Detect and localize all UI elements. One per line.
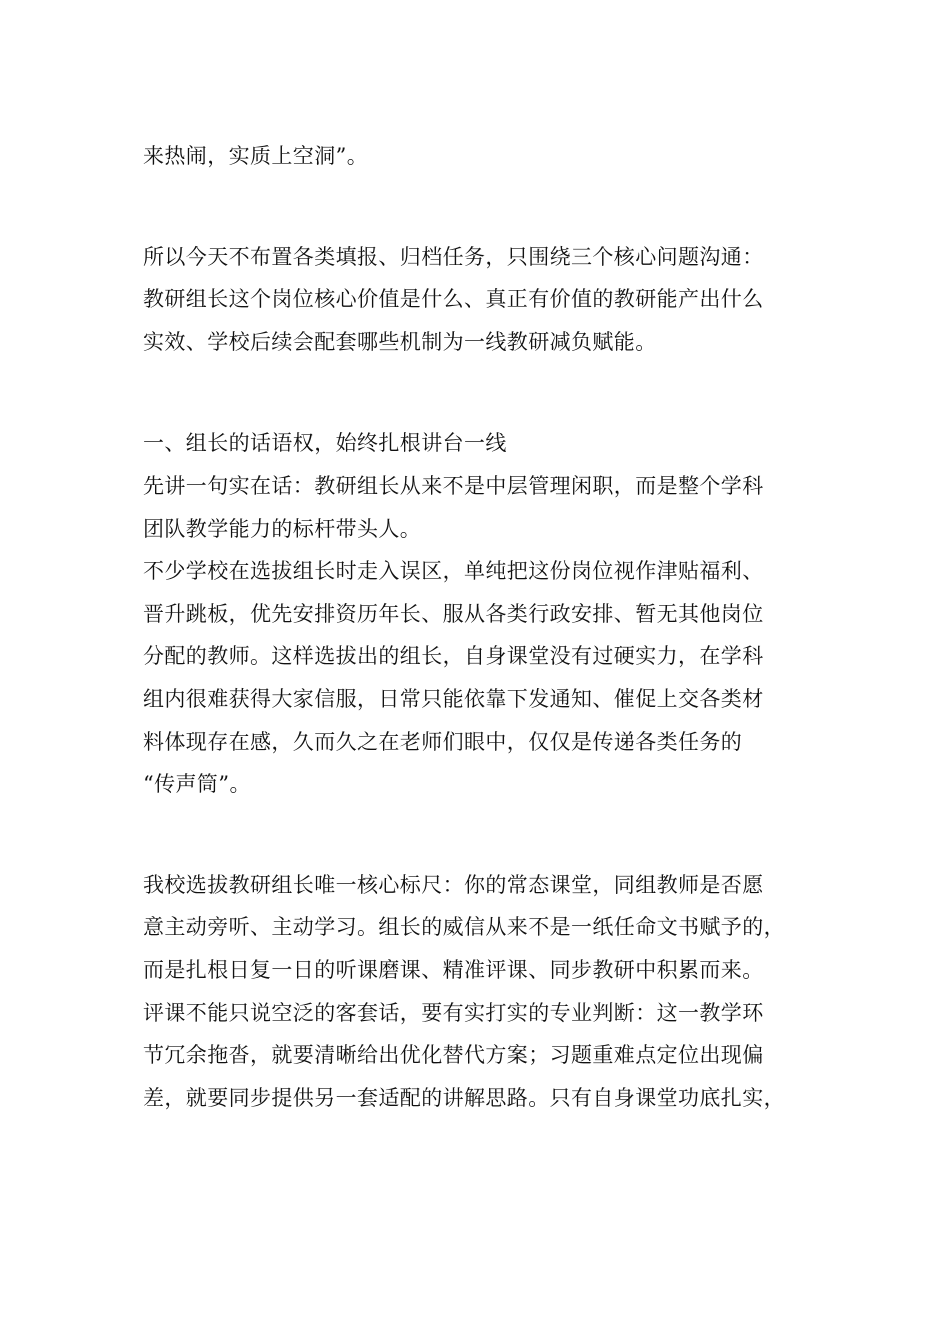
text-line: “传声筒”。 (143, 772, 251, 797)
text-line: 我校选拔教研组长唯一核心标尺：你的常态课堂，同组教师是否愿 (143, 872, 764, 897)
text-line: 节冗余拖沓，就要清晰给出优化替代方案；习题重难点定位出现偏 (143, 1043, 764, 1068)
text-line: 组内很难获得大家信服，日常只能依靠下发通知、催促上交各类材 (143, 686, 764, 711)
text-line: 晋升跳板，优先安排资历年长、服从各类行政安排、暂无其他岗位 (143, 601, 764, 626)
text-line: 差，就要同步提供另一套适配的讲解思路。只有自身课堂功底扎实， (143, 1085, 785, 1110)
section-heading: 一、组长的话语权，始终扎根讲台一线 (143, 431, 507, 456)
text-line: 料体现存在感，久而久之在老师们眼中，仅仅是传递各类任务的 (143, 729, 743, 754)
paragraph-3 (143, 422, 843, 805)
text-line: 团队教学能力的标杆带头人。 (143, 516, 422, 541)
paragraph-1 (143, 135, 843, 178)
text-line: 不少学校在选拔组长时走入误区，单纯把这份岗位视作津贴福利、 (143, 559, 764, 584)
paragraph-2 (143, 236, 843, 364)
text-line: 实效、学校后续会配套哪些机制为一线教研减负赋能。 (143, 329, 657, 354)
paragraph-4 (143, 864, 843, 1120)
body-text (143, 135, 843, 1119)
text-line: 所以今天不布置各类填报、归档任务，只围绕三个核心问题沟通： (143, 244, 764, 269)
text-line: 先讲一句实在话：教研组长从来不是中层管理闲职，而是整个学科 (143, 473, 764, 498)
text-line: 而是扎根日复一日的听课磨课、精准评课、同步教研中积累而来。 (143, 957, 764, 982)
text-line: 评课不能只说空泛的客套话，要有实打实的专业判断：这一教学环 (143, 1000, 764, 1025)
text-line: 分配的教师。这样选拔出的组长，自身课堂没有过硬实力，在学科 (143, 644, 764, 669)
text-line: 意主动旁听、主动学习。组长的威信从来不是一纸任命文书赋予的， (143, 915, 785, 940)
text-line: 来热闹，实质上空洞”。 (143, 144, 369, 168)
text-line: 教研组长这个岗位核心价值是什么、真正有价值的教研能产出什么 (143, 287, 764, 312)
